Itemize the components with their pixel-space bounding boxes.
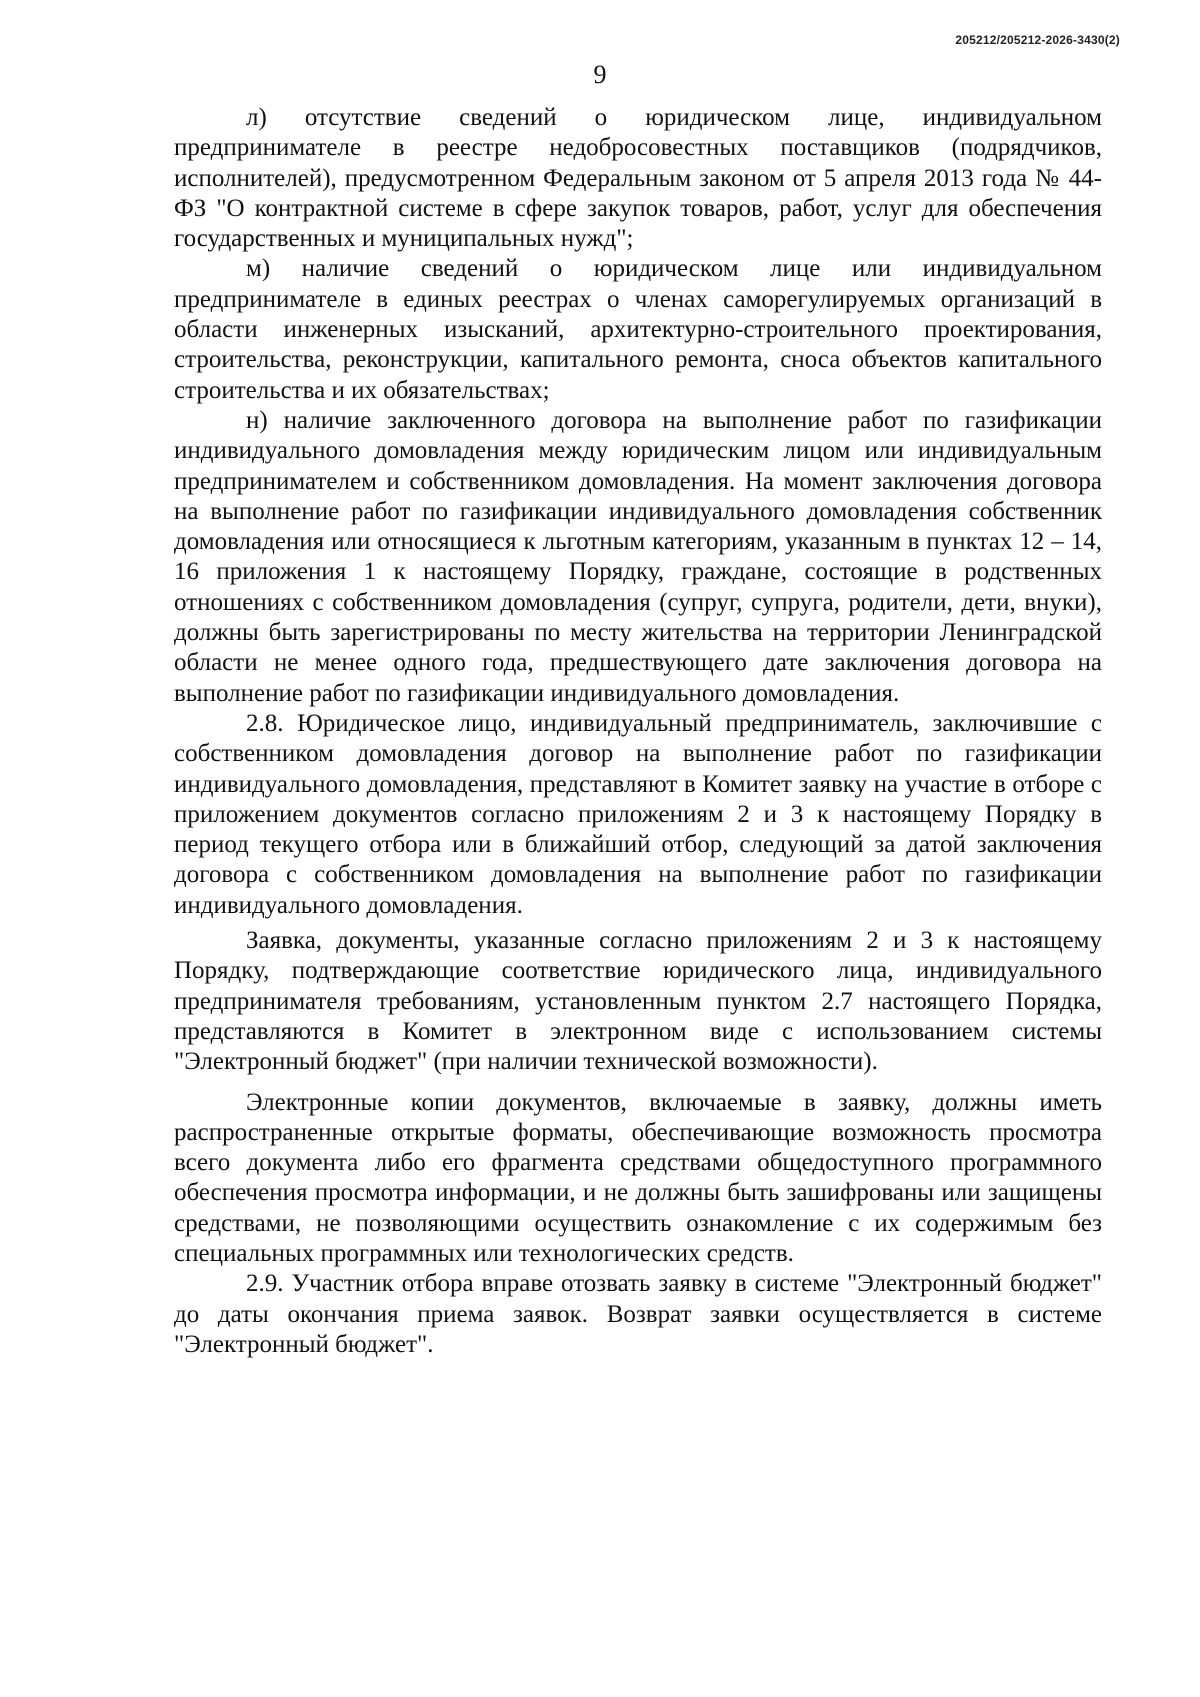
- paragraph-item-m: м) наличие сведений о юридическом лице или индивидуальном предпринимателе в единых реестрах о членах саморегулируемых организаций в области инженерных изысканий, архитектурно-строительного проектирования, строительства, реконструкции, капитального ремонта, сноса объектов капитального строительства и их обязательствах;: [174, 255, 1102, 404]
- paragraph-application-submission: Заявка, документы, указанные согласно приложениям 2 и 3 к настоящему Порядку, подтверждающие соответствие юридического лица, индивидуального предпринимателя требованиям, установленным пунктом 2.7 настоящего Порядка, представляются в Комитет в электронном виде с использованием системы "Электронный бюджет" (при наличии технической возможности).: [174, 927, 1102, 1076]
- page-number: 9: [593, 60, 607, 89]
- paragraph-section-2-8: 2.8. Юридическое лицо, индивидуальный предприниматель, заключившие с собственником домовладения договор на выполнение работ по газификации индивидуального домовладения, представляют в Комитет заявку на участие в отборе с приложением документов согласно приложениям 2 и 3 к настоящему Порядку в период текущего отбора или в ближайший отбор, следующий за датой заключения договора с собственником домовладения на выполнение работ по газификации индивидуального домовладения.: [174, 709, 1102, 919]
- paragraph-section-2-9: 2.9. Участник отбора вправе отозвать заявку в системе "Электронный бюджет" до даты окончания приема заявок. Возврат заявки осуществляется в системе "Электронный бюджет".: [174, 1270, 1102, 1358]
- document-id: 205212/205212-2026-3430(2): [955, 33, 1120, 47]
- paragraph-item-l: л) отсутствие сведений о юридическом лице, индивидуальном предпринимателе в реестре недобросовестных поставщиков (подрядчиков, исполнителей), предусмотренном Федеральным законом от 5 апреля 2013 года № 44-ФЗ "О контрактной системе в сфере закупок товаров, работ, услуг для обеспечения государственных и муниципальных нужд";: [174, 104, 1102, 253]
- paragraph-electronic-copies: Электронные копии документов, включаемые в заявку, должны иметь распространенные открытые форматы, обеспечивающие возможность просмотра всего документа либо его фрагмента средствами общедоступного программного обеспечения просмотра информации, и не должны быть зашифрованы или защищены средствами, не позволяющими осуществить ознакомление с их содержимым без специальных программных или технологических средств.: [174, 1088, 1102, 1267]
- document-body: [174, 103, 1102, 1360]
- paragraph-item-n: н) наличие заключенного договора на выполнение работ по газификации индивидуального домовладения между юридическим лицом или индивидуальным предпринимателем и собственником домовладения. На момент заключения договора на выполнение работ по газификации индивидуального домовладения собственник домовладения или относящиеся к льготным категориям, указанным в пунктах 12 – 14, 16 приложения 1 к настоящему Порядку, граждане, состоящие в родственных отношениях с собственником домовладения (супруг, супруга, родители, дети, внуки), должны быть зарегистрированы по месту жительства на территории Ленинградской области не менее одного года, предшествующего дате заключения договора на выполнение работ по газификации индивидуального домовладения.: [174, 406, 1102, 707]
